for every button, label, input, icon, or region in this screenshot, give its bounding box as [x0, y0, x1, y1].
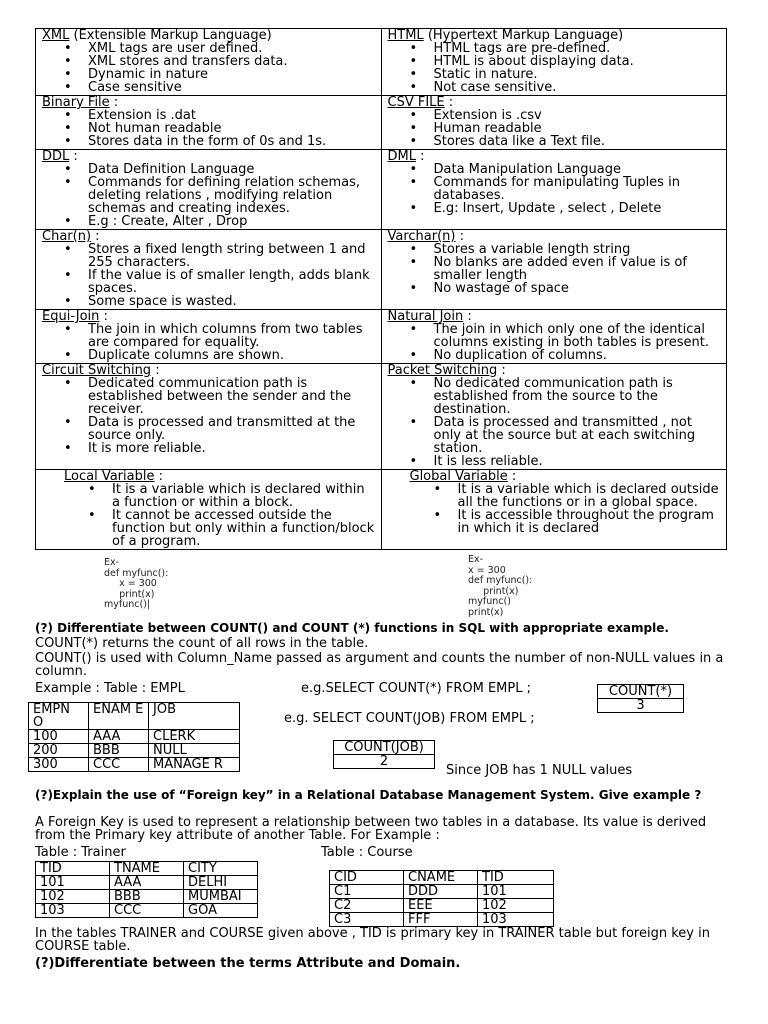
comparison-cell-left: [36, 364, 382, 470]
comparison-term: Natural Join: [387, 309, 464, 324]
comparison-term-suffix: :: [507, 469, 517, 484]
comparison-term: Varchar(n): [387, 229, 456, 244]
bullet-item: • No dedicated communication path is established from the source to the destination.: [434, 377, 721, 416]
table-cell: 102: [478, 899, 554, 913]
table-cell: 102: [36, 890, 110, 904]
bullet-item: • It is less reliable.: [434, 455, 721, 468]
null-values-note: Since JOB has 1 NULL values: [446, 763, 633, 778]
table-cell: AAA: [110, 876, 184, 890]
bullet-item: • It cannot be accessed outside the function but only within a function/block of a program.: [112, 509, 375, 548]
column-header: JOB: [149, 703, 240, 730]
table-cell: C2: [330, 899, 404, 913]
table-cell: AAA: [89, 730, 149, 744]
column-header: CNAME: [404, 871, 478, 885]
bullet-item: • E.g : Create, Alter , Drop: [88, 215, 375, 228]
bullet-list: [388, 163, 721, 215]
table-header-row: [330, 871, 554, 885]
comparison-term: Packet Switching: [387, 363, 498, 378]
comparison-term-suffix: :: [91, 229, 100, 244]
bullet-item: • Data Manipulation Language: [434, 163, 721, 176]
table-cell: CCC: [89, 758, 149, 772]
bullet-list: [42, 243, 375, 308]
column-header: CID: [330, 871, 404, 885]
comparison-cell-right: [381, 29, 727, 96]
course-table: [329, 870, 554, 927]
comparison-cell-right: [381, 150, 727, 230]
bullet-item: • Not case sensitive.: [434, 81, 721, 94]
count-job-header: COUNT(JOB): [334, 741, 435, 755]
table-cell: 300: [29, 758, 89, 772]
comparison-term: CSV FILE: [387, 95, 445, 110]
bullet-item: • If the value is of smaller length, adds blank spaces.: [88, 269, 375, 295]
table-cell: C3: [330, 913, 404, 927]
comparison-term-suffix: :: [415, 149, 425, 164]
trainer-table-label: Table : Trainer: [35, 845, 126, 860]
bullet-list: [388, 109, 721, 148]
comparison-term: HTML: [387, 28, 424, 43]
table-row: [29, 758, 240, 772]
column-header: TID: [478, 871, 554, 885]
table-cell: 103: [36, 904, 110, 918]
table-row: [29, 744, 240, 758]
comparison-term-suffix: :: [455, 229, 465, 244]
empl-table: [28, 702, 240, 772]
table-row: [36, 904, 258, 918]
comparison-term-suffix: :: [99, 309, 108, 324]
bullet-list: [388, 323, 721, 362]
bullet-item: • XML stores and transfers data.: [88, 55, 375, 68]
comparison-term: Binary File: [42, 95, 110, 110]
bullet-item: • It is more reliable.: [88, 442, 375, 455]
comparison-term: XML: [42, 28, 70, 43]
table-cell: BBB: [89, 744, 149, 758]
global-variable-code-example: Ex- x = 300 def myfunc(): print(x) myfunc() print(x): [468, 554, 533, 618]
comparison-term-suffix: :: [497, 363, 506, 378]
comparison-term: Circuit Switching: [42, 363, 152, 378]
table-row: [36, 890, 258, 904]
comparison-cell-right: [381, 310, 727, 364]
bullet-item: • Stores a fixed length string between 1 and 255 characters.: [88, 243, 375, 269]
table-row: [330, 913, 554, 927]
comparison-cell-left: [36, 96, 382, 150]
bullet-item: • Commands for manipulating Tuples in databases.: [434, 176, 721, 202]
bullet-item: • Stores data like a Text file.: [434, 135, 721, 148]
bullet-item: • Dedicated communication path is established between the sender and the receiver.: [88, 377, 375, 416]
count-star-query: e.g.SELECT COUNT(*) FROM EMPL ;: [301, 681, 531, 696]
table-header-row: [36, 862, 258, 876]
foreign-key-explanation: A Foreign Key is used to represent a relationship between two tables in a database. Its value is derived from the Primary key attribute of another Table. For Example :: [35, 815, 707, 843]
local-variable-code-example: Ex- def myfunc(): x = 300 print(x) myfunc()|: [104, 557, 169, 610]
bullet-list: [388, 377, 721, 468]
comparison-row: [36, 364, 727, 470]
bullet-item: • No wastage of space: [434, 282, 721, 295]
comparison-row: [36, 470, 727, 550]
bullet-list: [64, 483, 375, 548]
comparison-cell-right: [381, 96, 727, 150]
bullet-list: [42, 109, 375, 148]
comparison-table: [35, 28, 727, 550]
table-row: [29, 730, 240, 744]
foreign-key-conclusion: In the tables TRAINER and COURSE given above , TID is primary key in TRAINER table but foreign key in COURSE table.: [35, 926, 710, 954]
bullet-item: • Commands for defining relation schemas, deleting relations , modifying relation schemas and creating indexes.: [88, 176, 375, 215]
column-header: TNAME: [110, 862, 184, 876]
table-cell: BBB: [110, 890, 184, 904]
bullet-item: • No duplication of columns.: [434, 349, 721, 362]
comparison-term-suffix: :: [463, 309, 472, 324]
comparison-term: Char(n): [42, 229, 92, 244]
comparison-row: [36, 230, 727, 310]
count-star-explanation: COUNT(*) returns the count of all rows in the table.: [35, 636, 369, 651]
bullet-list: [42, 377, 375, 455]
comparison-cell-left: [36, 310, 382, 364]
comparison-cell-right: [381, 470, 727, 550]
comparison-row: [36, 96, 727, 150]
table-cell: 101: [478, 885, 554, 899]
course-table-label: Table : Course: [321, 845, 413, 860]
comparison-cell-right: [381, 230, 727, 310]
bullet-item: • Extension is .dat: [88, 109, 375, 122]
bullet-item: • It is accessible throughout the program in which it is declared: [458, 509, 721, 535]
column-header: TID: [36, 862, 110, 876]
bullet-item: • Human readable: [434, 122, 721, 135]
comparison-row: [36, 310, 727, 364]
question-foreign-key-heading: (?)Explain the use of “Foreign key” in a Relational Database Management System. Give example ?: [35, 788, 702, 802]
table-cell: CLERK: [149, 730, 240, 744]
comparison-cell-left: [36, 29, 382, 96]
table-row: [36, 876, 258, 890]
count-star-result-table: [597, 684, 684, 713]
bullet-item: • Stores a variable length string: [434, 243, 721, 256]
table-cell: MUMBAI: [184, 890, 258, 904]
comparison-cell-left: [36, 150, 382, 230]
comparison-term-suffix: :: [109, 95, 119, 110]
bullet-item: • Some space is wasted.: [88, 295, 375, 308]
comparison-term-suffix: :: [154, 469, 163, 484]
bullet-item: • The join in which columns from two tables are compared for equality.: [88, 323, 375, 349]
bullet-item: • Data is processed and transmitted , not only at the source but at each switching station.: [434, 416, 721, 455]
bullet-item: • Dynamic in nature: [88, 68, 375, 81]
comparison-term: Local Variable: [64, 469, 155, 484]
table-cell: MANAGE R: [149, 758, 240, 772]
table-cell: 100: [29, 730, 89, 744]
comparison-term: Equi-Join: [42, 309, 100, 324]
table-cell: 101: [36, 876, 110, 890]
comparison-term-suffix: (Extensible Markup Language): [69, 28, 272, 43]
table-cell: NULL: [149, 744, 240, 758]
bullet-item: • E.g: Insert, Update , select , Delete: [434, 202, 721, 215]
bullet-item: • HTML is about displaying data.: [434, 55, 721, 68]
count-column-explanation: COUNT() is used with Column_Name passed as argument and counts the number of non-NULL values in a column.: [35, 651, 724, 679]
bullet-item: • The join in which only one of the identical columns existing in both tables is present.: [434, 323, 721, 349]
comparison-term-suffix: :: [69, 149, 78, 164]
bullet-item: • HTML tags are pre-defined.: [434, 42, 721, 55]
bullet-item: • Stores data in the form of 0s and 1s.: [88, 135, 375, 148]
count-star-header: COUNT(*): [598, 685, 684, 699]
table-row: [330, 885, 554, 899]
comparison-term-suffix: (Hypertext Markup Language): [423, 28, 624, 43]
example-table-label: Example : Table : EMPL: [35, 681, 185, 696]
bullet-item: • Data is processed and transmitted at the source only.: [88, 416, 375, 442]
bullet-item: • Case sensitive: [88, 81, 375, 94]
table-cell: DELHI: [184, 876, 258, 890]
bullet-item: • Static in nature.: [434, 68, 721, 81]
table-cell: C1: [330, 885, 404, 899]
comparison-cell-right: [381, 364, 727, 470]
question-count-heading: (?) Differentiate between COUNT() and COUNT (*) functions in SQL with appropriate example.: [35, 621, 669, 635]
comparison-cell-left: [36, 230, 382, 310]
column-header: CITY: [184, 862, 258, 876]
table-cell: DDD: [404, 885, 478, 899]
comparison-term: Global Variable: [409, 469, 508, 484]
bullet-item: • Duplicate columns are shown.: [88, 349, 375, 362]
bullet-item: • No blanks are added even if value is of smaller length: [434, 256, 721, 282]
bullet-list: [42, 323, 375, 362]
bullet-item: • It is a variable which is declared within a function or within a block.: [112, 483, 375, 509]
count-job-result-table: [333, 740, 435, 769]
comparison-term: DML: [387, 149, 416, 164]
table-cell: FFF: [404, 913, 478, 927]
trainer-table: [35, 861, 258, 918]
bullet-item: • Data Definition Language: [88, 163, 375, 176]
bullet-item: • It is a variable which is declared outside all the functions or in a global space.: [458, 483, 721, 509]
table-cell: GOA: [184, 904, 258, 918]
bullet-list: [388, 243, 721, 295]
comparison-row: [36, 150, 727, 230]
question-attribute-domain-heading: (?)Differentiate between the terms Attribute and Domain.: [35, 956, 461, 971]
bullet-item: • XML tags are user defined.: [88, 42, 375, 55]
column-header: EMPN O: [29, 703, 89, 730]
bullet-item: • Not human readable: [88, 122, 375, 135]
comparison-term: DDL: [42, 149, 70, 164]
count-job-query: e.g. SELECT COUNT(JOB) FROM EMPL ;: [284, 711, 535, 726]
table-header-row: [29, 703, 240, 730]
count-star-value: 3: [598, 699, 684, 713]
table-cell: CCC: [110, 904, 184, 918]
table-cell: 103: [478, 913, 554, 927]
bullet-list: [42, 42, 375, 94]
bullet-item: • Extension is .csv: [434, 109, 721, 122]
count-job-value: 2: [334, 755, 435, 769]
column-header: ENAM E: [89, 703, 149, 730]
table-cell: EEE: [404, 899, 478, 913]
bullet-list: [388, 42, 721, 94]
comparison-term-suffix: :: [444, 95, 454, 110]
table-row: [330, 899, 554, 913]
comparison-cell-left: [36, 470, 382, 550]
table-cell: 200: [29, 744, 89, 758]
comparison-term-suffix: :: [151, 363, 160, 378]
comparison-row: [36, 29, 727, 96]
bullet-list: [42, 163, 375, 228]
bullet-list: [410, 483, 721, 535]
